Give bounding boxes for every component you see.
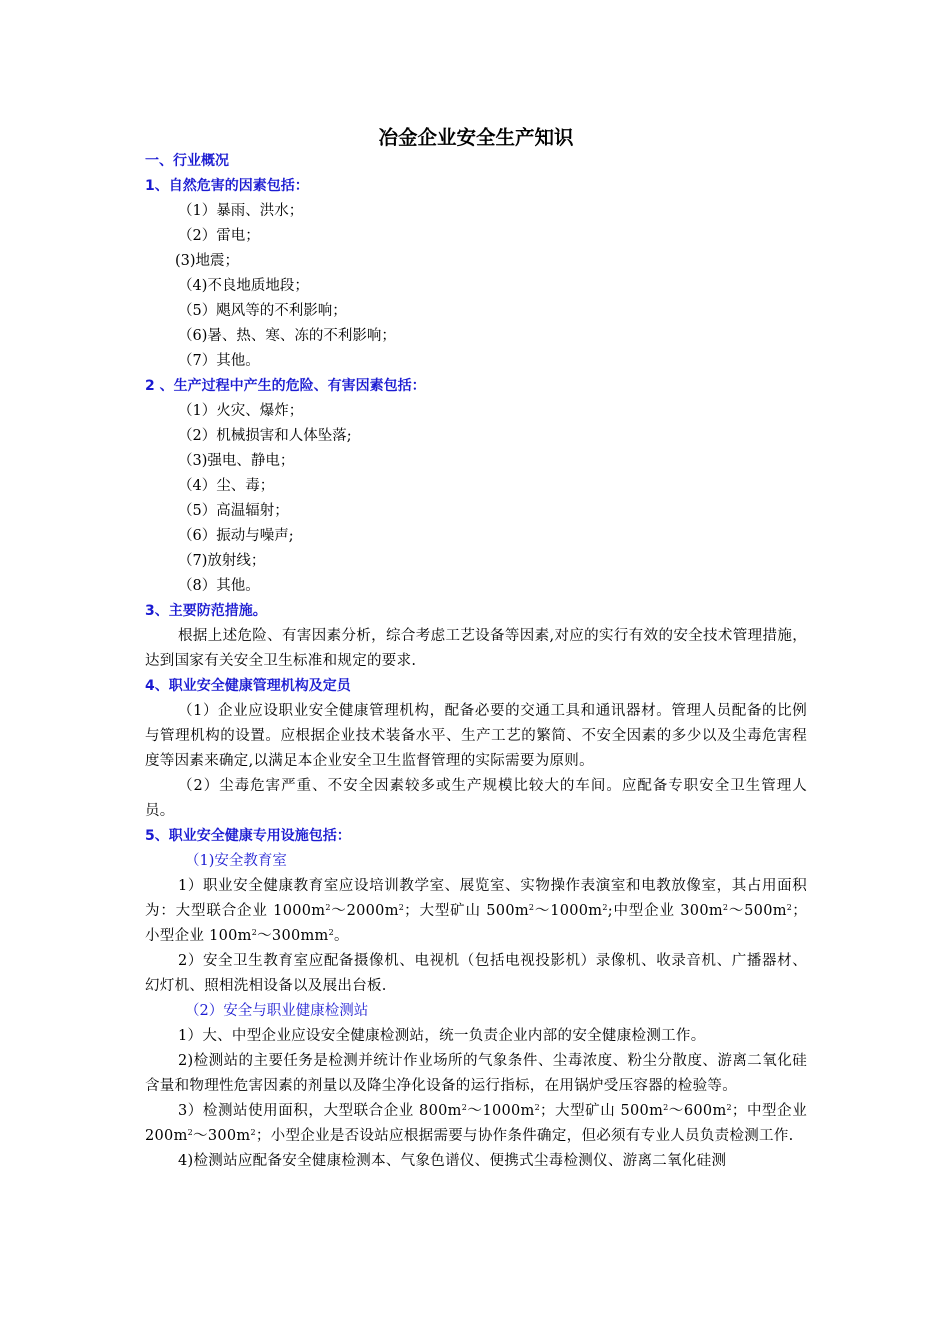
paragraph: 根据上述危险、有害因素分析，综合考虑工艺设备等因素,对应的实行有效的安全技术管理措施，达到国家有关安全卫生标准和规定的要求. <box>145 628 807 669</box>
paragraph: 4)检测站应配备安全健康检测本、气象色谱仪、便携式尘毒检测仪、游离二氧化硅测 <box>178 1153 727 1169</box>
paragraph: 1）职业安全健康教育室应设培训教学室、展览室、实物操作表演室和电教放像室，其占用面积为：大型联合企业 $1000m^2\sim 2000m^2$；大型矿山 $500m^2\sim 1000m^2$;中型企业 $300m^2\sim 500m^2$；小型企业 $100m^2\sim 300mm^2$。 <box>145 878 807 944</box>
list-item: (3)地震； <box>175 253 240 269</box>
paragraph: 2）安全卫生教育室应配备摄像机、电视机（包括电视投影机）录像机、收录音机、广播器材、幻灯机、照相洗相设备以及展出台板. <box>145 953 807 994</box>
section-heading: 一、行业概况 <box>145 153 229 169</box>
section-heading: 1、自然危害的因素包括： <box>145 178 309 194</box>
list-item: （6)暑、热、寒、冻的不利影响； <box>178 328 396 344</box>
section-heading: 2 、生产过程中产生的危险、有害因素包括： <box>145 378 426 394</box>
section-heading: 3、主要防范措施。 <box>145 603 267 619</box>
paragraph: 2)检测站的主要任务是检测并统计作业场所的气象条件、尘毒浓度、粉尘分散度、游离二氧化硅含量和物理性危害因素的剂量以及降尘净化设备的运行指标，在用锅炉受压容器的检验等。 <box>145 1053 807 1094</box>
list-item: （1）暴雨、洪水； <box>178 203 304 219</box>
paragraph: （2）尘毒危害严重、不安全因素较多或生产规模比较大的车间。应配备专职安全卫生管理人员。 <box>145 778 807 819</box>
list-item: （7)放射线； <box>178 553 266 569</box>
list-item: （5）高温辐射； <box>178 503 289 519</box>
list-item: （2）机械损害和人体坠落; <box>178 428 352 444</box>
paragraph: 3）检测站使用面积，大型联合企业 $800m^2\sim 1000m^2$；大型矿山 $500m^2\sim 600m^2$；中型企业 $200m^2\sim 300m^2$；小型企业是否设站应根据需要与协作条件确定，但必须有专业人员负责检测工作. <box>145 1103 807 1144</box>
paragraph: 1）大、中型企业应设安全健康检测站，统一负责企业内部的安全健康检测工作。 <box>178 1028 706 1044</box>
subsection-heading: （2）安全与职业健康检测站 <box>185 1003 369 1019</box>
paragraph: （1）企业应设职业安全健康管理机构，配备必要的交通工具和通讯器材。管理人员配备的比例与管理机构的设置。应根据企业技术装备水平、生产工艺的繁简、不安全因素的多少以及尘毒危害程度等因素来确定,以满足本企业安全卫生监督管理的实际需要为原则。 <box>145 703 807 769</box>
list-item: （4)不良地质地段； <box>178 278 309 294</box>
list-item: （7）其他。 <box>178 353 260 369</box>
list-item: （4）尘、毒； <box>178 478 275 494</box>
document-body <box>145 149 807 1174</box>
subsection-heading: （1)安全教育室 <box>185 853 287 869</box>
document-title: 冶金企业安全生产知识 <box>378 126 574 149</box>
list-item: （2）雷电； <box>178 228 260 244</box>
list-item: （8）其他。 <box>178 578 260 594</box>
list-item: （5）飓风等的不利影响； <box>178 303 347 319</box>
list-item: （6）振动与噪声; <box>178 528 294 544</box>
section-heading: 5、职业安全健康专用设施包括： <box>145 828 351 844</box>
list-item: （3)强电、静电； <box>178 453 295 469</box>
section-heading: 4、职业安全健康管理机构及定员 <box>145 678 351 694</box>
list-item: （1）火灾、爆炸； <box>178 403 304 419</box>
